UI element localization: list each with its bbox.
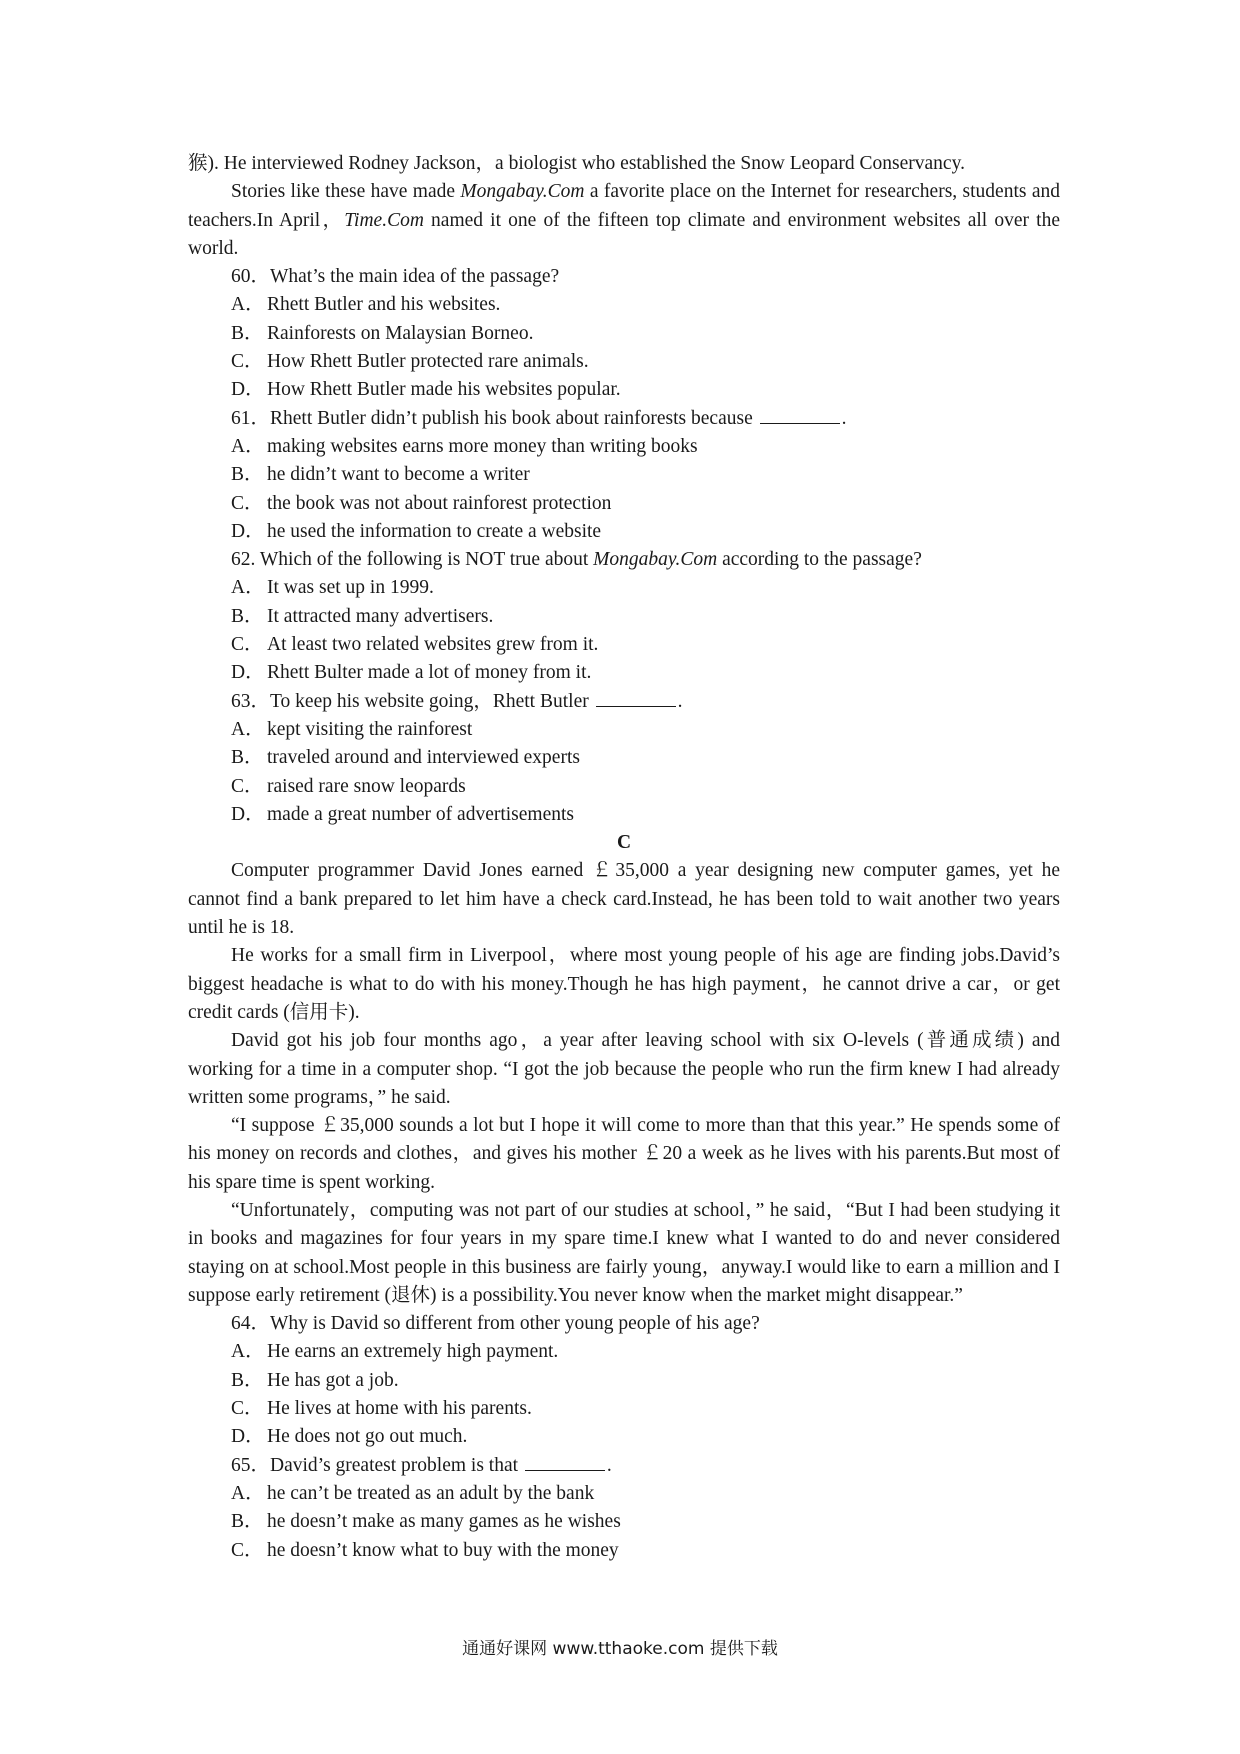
- option-65-b: B． he doesn’t make as many games as he wishes: [231, 1511, 621, 1533]
- exam-page: [188, 150, 1060, 1565]
- option-60-c: C． How Rhett Butler protected rare animals.: [231, 351, 589, 373]
- option-63-a: A． kept visiting the rainforest: [231, 718, 473, 740]
- option-65-c: C． he doesn’t know what to buy with the money: [231, 1539, 619, 1561]
- passage-text-line: 猴). He interviewed Rodney Jackson，a biologist who established the Snow Leopard Conservancy.: [188, 153, 965, 174]
- option-64-d: D． He does not go out much.: [231, 1426, 468, 1448]
- passage-paragraph: Computer programmer David Jones earned ￡35,000 a year designing new computer games, yet he cannot find a bank prepared to let him have a check card.Instead, he has been told to wait another two years until he is 18.: [188, 860, 1060, 939]
- option-63-b: B． traveled around and interviewed experts: [231, 747, 580, 769]
- question-65-stem: 65．David’s greatest problem is that .: [231, 1454, 612, 1476]
- option-65-a: A． he can’t be treated as an adult by the bank: [231, 1482, 595, 1504]
- option-60-d: D． How Rhett Butler made his websites popular.: [231, 379, 621, 401]
- option-61-d: D． he used the information to create a website: [231, 520, 602, 542]
- passage-paragraph: “I suppose ￡35,000 sounds a lot but I hope it will come to more than that this year.” He spends some of his money on records and clothes，and gives his mother ￡20 a week as he lives with his parents.But most of his spare time is spent working.: [188, 1115, 1060, 1193]
- passage-paragraph: He works for a small firm in Liverpool，where most young people of his age are finding jobs.David’s biggest headache is what to do with his money.Though he has high payment，he cannot drive a car，or get credit cards (信用卡).: [188, 945, 1060, 1023]
- section-heading: C: [616, 832, 632, 854]
- option-64-b: B． He has got a job.: [231, 1369, 399, 1391]
- question-60-stem: 60．What’s the main idea of the passage?: [231, 266, 560, 288]
- option-62-b: B． It attracted many advertisers.: [231, 605, 494, 627]
- answer-blank: [596, 690, 676, 707]
- option-64-c: C． He lives at home with his parents.: [231, 1398, 532, 1420]
- question-62-stem: 62. Which of the following is NOT true about Mongabay.Com according to the passage?: [231, 549, 922, 571]
- question-61-stem: 61．Rhett Butler didn’t publish his book about rainforests because .: [231, 407, 847, 429]
- option-61-c: C． the book was not about rainforest protection: [231, 492, 612, 514]
- option-62-c: C． At least two related websites grew from it.: [231, 634, 599, 656]
- option-61-a: A． making websites earns more money than writing books: [231, 435, 698, 457]
- answer-blank: [760, 407, 840, 424]
- option-61-b: B． he didn’t want to become a writer: [231, 464, 530, 486]
- question-63-stem: 63．To keep his website going，Rhett Butler .: [231, 690, 683, 712]
- option-62-d: D． Rhett Bulter made a lot of money from it.: [231, 662, 592, 684]
- option-60-b: B． Rainforests on Malaysian Borneo.: [231, 322, 534, 344]
- option-60-a: A． Rhett Butler and his websites.: [231, 294, 501, 316]
- option-62-a: A． It was set up in 1999.: [231, 577, 434, 599]
- passage-paragraph: Stories like these have made Mongabay.Com a favorite place on the Internet for researchers, students and teachers.In April，Time.Com named it one of the fifteen top climate and environment websites all over the world.: [188, 181, 1061, 259]
- option-63-c: C． raised rare snow leopards: [231, 775, 466, 797]
- question-64-stem: 64．Why is David so different from other young people of his age?: [231, 1313, 760, 1335]
- answer-blank: [525, 1454, 605, 1471]
- passage-paragraph: David got his job four months ago，a year after leaving school with six O-levels (普通成绩) and working for a time in a computer shop. “I got the job because the people who run the firm knew I had already written some programs，” he said.: [188, 1030, 1060, 1108]
- page-footer: 通通好课网 www.tthaoke.com 提供下载: [462, 1639, 778, 1659]
- passage-paragraph: “Unfortunately，computing was not part of our studies at school，” he said，“But I had been studying it in books and magazines for four years in my spare time.I knew what I wanted to do and never considered staying on at school.Most people in this business are fairly young，anyway.I would like to earn a million and I suppose early retirement (退休) is a possibility.You never know when the market might disappear.”: [188, 1199, 1060, 1306]
- option-64-a: A． He earns an extremely high payment.: [231, 1341, 559, 1363]
- option-63-d: D． made a great number of advertisements: [231, 803, 575, 825]
